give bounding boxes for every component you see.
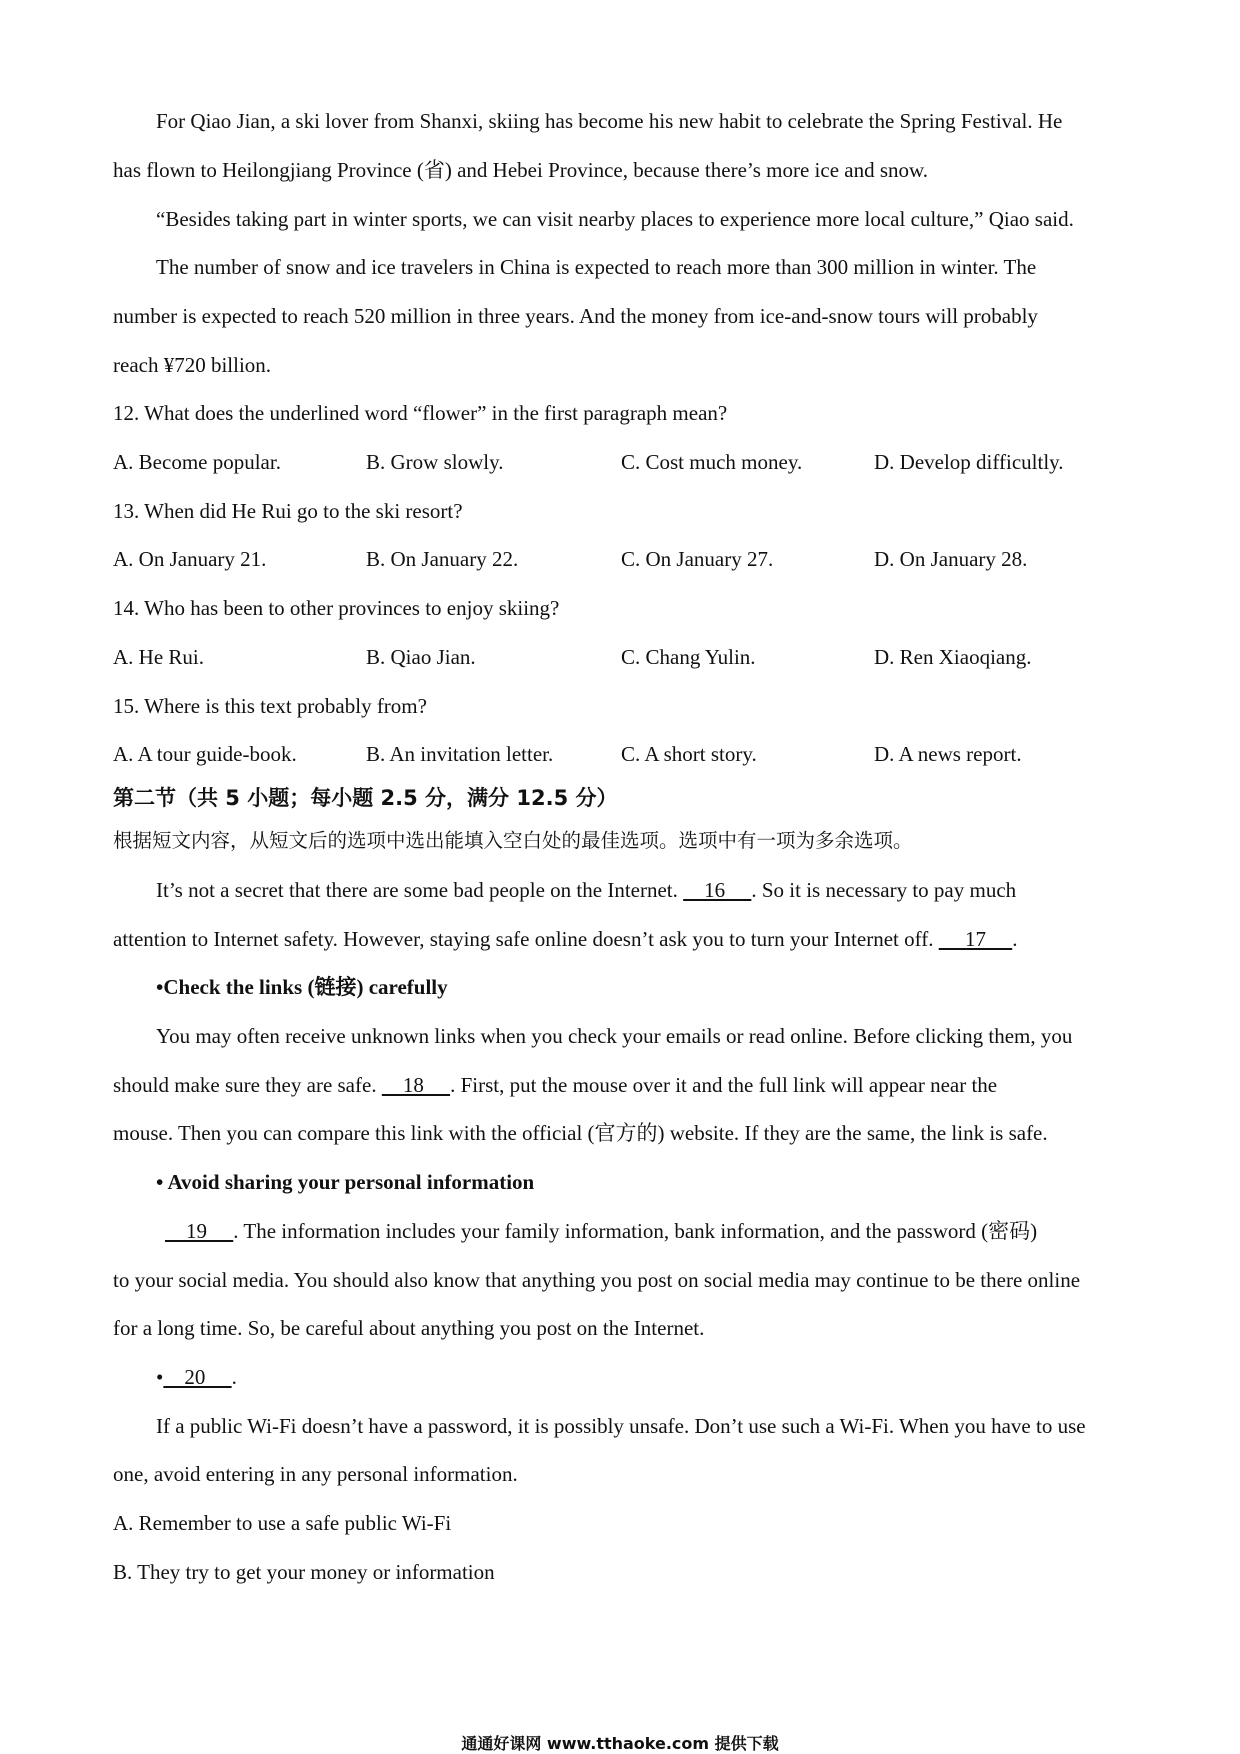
passage-text: . So it is necessary to pay much — [751, 878, 1017, 902]
passage-line: If a public Wi-Fi doesn’t have a password, it is possibly unsafe. Don’t use such a Wi-Fi. When you have to use — [156, 1414, 1086, 1438]
blank-18: 18 — [381, 1073, 451, 1097]
question-stem: 15. Where is this text probably from? — [113, 694, 427, 718]
passage-line: For Qiao Jian, a ski lover from Shanxi, skiing has become his new habit to celebrate the Spring Festival. He — [156, 109, 1063, 133]
passage-line — [165, 1218, 1037, 1244]
option-c: C. On January 27. — [621, 547, 774, 571]
option-b: B. On January 22. — [366, 547, 519, 571]
option-b: B. Qiao Jian. — [366, 645, 476, 669]
section-title: 第二节（共 5 小题；每小题 2.5 分，满分 12.5 分） — [113, 786, 618, 810]
section-instruction: 根据短文内容，从短文后的选项中选出能填入空白处的最佳选项。选项中有一项为多余选项。 — [113, 829, 913, 852]
option-b: B. An invitation letter. — [366, 742, 554, 766]
option-c: C. Cost much money. — [621, 450, 803, 474]
passage-text: . — [1012, 927, 1018, 951]
question-options — [113, 644, 1133, 670]
blank-19: 19 — [165, 1219, 234, 1243]
passage-line — [113, 1072, 997, 1098]
passage-line: one, avoid entering in any personal information. — [113, 1462, 518, 1486]
option-d: D. A news report. — [874, 742, 1022, 766]
question-options — [113, 546, 1133, 572]
question-options — [113, 741, 1133, 767]
passage-line: has flown to Heilongjiang Province (省) and Hebei Province, because there’s more ice and snow. — [113, 158, 929, 182]
option-d: D. Develop difficultly. — [874, 450, 1064, 474]
subheading: •Check the links (链接) carefully — [156, 975, 448, 999]
passage-line: You may often receive unknown links when you check your emails or read online. Before clicking them, you — [156, 1024, 1073, 1048]
bullet: • — [156, 1365, 164, 1389]
question-stem: 13. When did He Rui go to the ski resort? — [113, 499, 463, 523]
option-c: C. Chang Yulin. — [621, 645, 756, 669]
subheading — [156, 1364, 237, 1390]
option-c: C. A short story. — [621, 742, 757, 766]
passage-line: The number of snow and ice travelers in China is expected to reach more than 300 million in winter. The — [156, 255, 1037, 279]
option-d: D. Ren Xiaoqiang. — [874, 645, 1032, 669]
question-options — [113, 449, 1133, 475]
passage-line: to your social media. You should also know that anything you post on social media may continue to be there online — [113, 1268, 1081, 1292]
passage-text: should make sure they are safe. — [113, 1073, 382, 1097]
passage-line: “Besides taking part in winter sports, we can visit nearby places to experience more local culture,” Qiao said. — [156, 207, 1074, 231]
question-stem: 14. Who has been to other provinces to enjoy skiing? — [113, 596, 560, 620]
answer-option-b: B. They try to get your money or information — [113, 1560, 495, 1584]
passage-line: number is expected to reach 520 million in three years. And the money from ice-and-snow tours will probably — [113, 304, 1038, 328]
answer-option-a: A. Remember to use a safe public Wi-Fi — [113, 1511, 452, 1535]
blank-16: 16 — [683, 878, 752, 902]
option-b: B. Grow slowly. — [366, 450, 504, 474]
passage-line — [156, 877, 1016, 903]
subheading: • Avoid sharing your personal information — [156, 1170, 535, 1194]
passage-text: It’s not a secret that there are some bad people on the Internet. — [156, 878, 684, 902]
blank-17: 17 — [938, 927, 1013, 951]
passage-text: . The information includes your family information, bank information, and the password (密码) — [233, 1219, 1038, 1243]
option-d: D. On January 28. — [874, 547, 1028, 571]
question-stem: 12. What does the underlined word “flower” in the first paragraph mean? — [113, 401, 728, 425]
option-a: A. A tour guide-book. — [113, 742, 297, 766]
passage-text: attention to Internet safety. However, staying safe online doesn’t ask you to turn your Internet off. — [113, 927, 939, 951]
passage-line: reach ¥720 billion. — [113, 353, 272, 377]
blank-20: 20 — [163, 1365, 232, 1389]
passage-text: . First, put the mouse over it and the full link will appear near the — [450, 1073, 998, 1097]
passage-line — [113, 926, 1017, 952]
passage-line: for a long time. So, be careful about anything you post on the Internet. — [113, 1316, 705, 1340]
passage-text: . — [231, 1365, 237, 1389]
option-a: A. Become popular. — [113, 450, 281, 474]
option-a: A. He Rui. — [113, 645, 204, 669]
passage-line: mouse. Then you can compare this link with the official (官方的) website. If they are the same, the link is safe. — [113, 1121, 1048, 1145]
option-a: A. On January 21. — [113, 547, 267, 571]
page-footer: 通通好课网 www.tthaoke.com 提供下载 — [461, 1734, 779, 1753]
